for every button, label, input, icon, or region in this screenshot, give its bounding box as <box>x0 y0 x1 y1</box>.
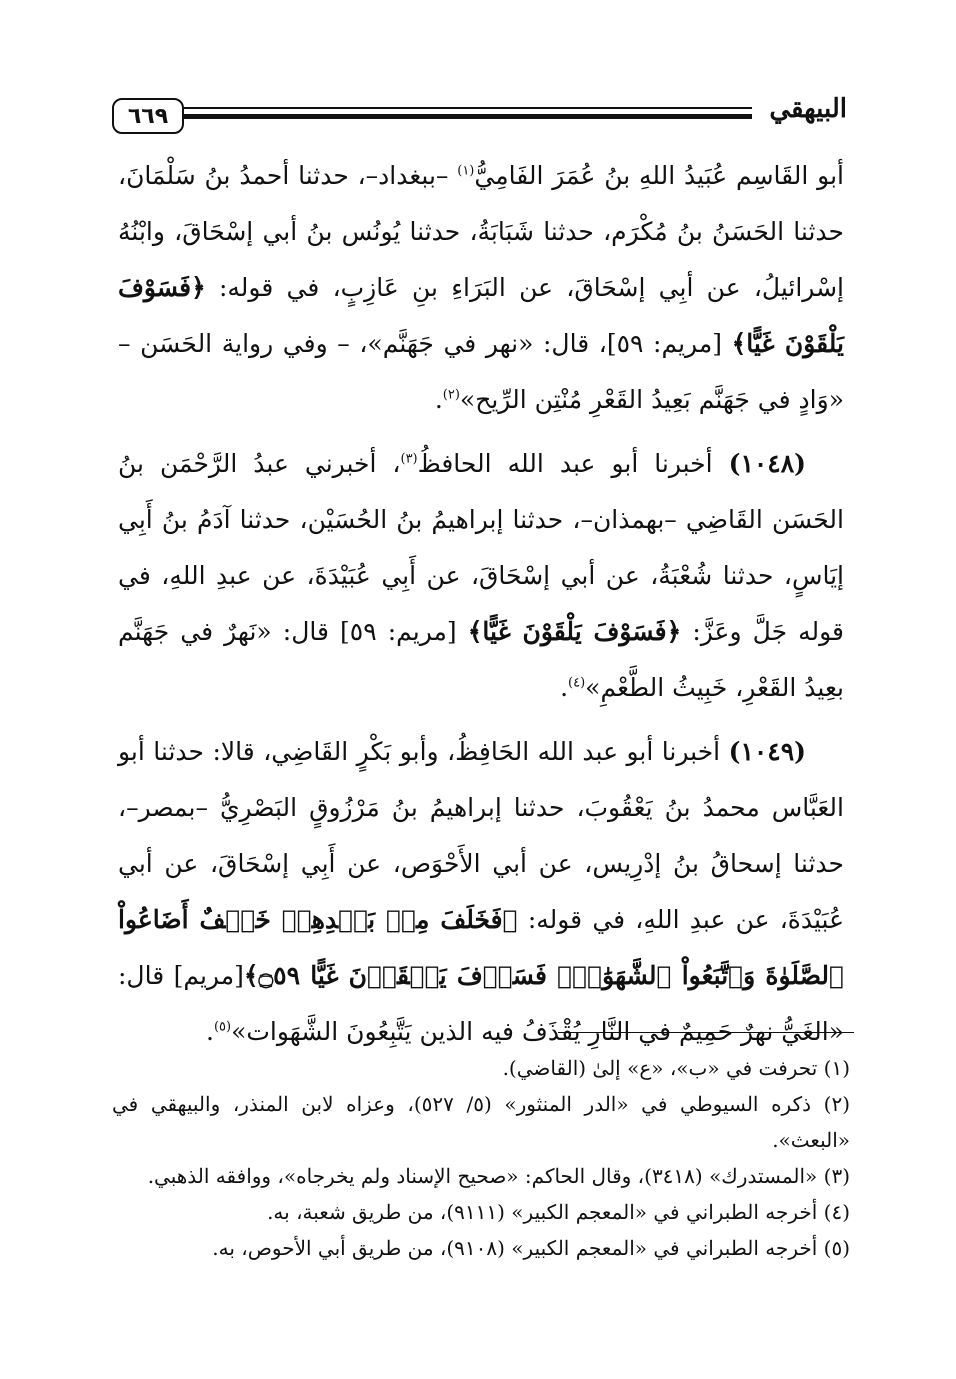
footnote-1: (١) تحرفت في «ب»، «ع» إلىٰ (القاضي). <box>502 1056 850 1080</box>
footnote-2: (٢) ذكره السيوطي في «الدر المنثور» (٥/ ٥٢٧)، وعزاه لابن المنذر، والبيهقي في «البعث». <box>112 1092 850 1152</box>
hadith-number: (١٠٤٨) <box>728 449 806 478</box>
text-run: [مريم] قال: «الغَيُّ نهرٌ حَمِيمٌ في النَّارِ يُقْذَفُ فيه الذين يَتَّبِعُونَ الشَّهَوات» <box>118 961 844 1046</box>
footnote-ref-3: (٣) <box>400 451 418 467</box>
footnote-divider <box>558 1032 854 1033</box>
running-title: البيهقي <box>769 94 847 124</box>
text-run: أبو القَاسِم عُبَيدُ اللهِ بنُ عُمَرَ الفَامِيُّ <box>474 161 844 190</box>
page-number: ٦٦٩ <box>112 98 184 134</box>
footnote-ref-4: (٤) <box>568 675 586 691</box>
hadith-number: (١٠٤٩) <box>728 737 806 766</box>
footnote-3: (٣) «المستدرك» (٣٤١٨)، وقال الحاكم: «صحيح الإسناد ولم يخرجاه»، ووافقه الذهبي. <box>147 1164 850 1188</box>
text-run: . <box>434 385 443 414</box>
text-run: ، أخبرني عبدُ الرَّحْمَن بنُ الحَسَن القَاضِي –بهمذان–، حدثنا إبراهيمُ بنُ الحُسَيْن، حدثنا آدَمُ بنُ أَبِي إيَاسٍ، حدثنا شُعْبَةُ، عن أبي إسْحَاقَ، عن أَبِي عُبَيْدَةَ، عن عبدِ اللهِ، في قوله جَلَّ وعَزَّ: <box>118 449 844 646</box>
text-run: –ببغداد–، حدثنا أحمدُ بنُ سَلْمَانَ، حدثنا الحَسَنُ بنُ مُكْرَم، حدثنا شَبَابَةُ، حدثنا يُونُس بنُ أبي إسْحَاقَ، وابْنُهُ إسْرائيلُ، عن أبِي إسْحَاقَ، عن البَرَاءِ بنِ عَازِبٍ، في قوله: <box>118 161 844 302</box>
header-rule <box>184 107 752 119</box>
footnote-ref-2: (٢) <box>442 387 460 403</box>
paragraph-1 <box>118 148 844 428</box>
footnote-ref-5: (٥) <box>213 1019 232 1035</box>
quran-verse: ﴿فَسَوْفَ يَلْقَوْنَ غَيًّا﴾ <box>118 273 844 358</box>
text-run: أخبرنا أبو عبد الله الحافظُ <box>417 449 729 478</box>
footnote-4: (٤) أخرجه الطبراني في «المعجم الكبير» (٩١١١)، من طريق شعبة، به. <box>267 1200 850 1224</box>
footnote-ref-1: (١) <box>457 163 475 179</box>
text-run: [مريم: ٥٩] قال: «نَهرٌ في جَهَنَّم بعِيدُ القَعْرِ، خَبِيثُ الطَّعْمِ» <box>118 617 844 702</box>
main-text <box>118 148 844 1060</box>
text-run: أخبرنا أبو عبد الله الحَافِظُ، وأبو بَكْرٍ القَاضِي، قالا: حدثنا أبو العَبَّاس محمدُ بنُ يَعْقُوبَ، حدثنا إبراهيمُ بنُ مَرْزُوقٍ البَصْرِيُّ –بمصر–، حدثنا إسحاقُ بنُ إدْرِيس، عن أبي الأَحْوَص، عن أَبِي إسْحَاقَ، عن أبي عُبَيْدَةَ، عن عبدِ اللهِ، في قوله: <box>118 737 845 934</box>
text-run: . <box>560 673 569 702</box>
footnote-5: (٥) أخرجه الطبراني في «المعجم الكبير» (٩١٠٨)، من طريق أبي الأحوص، به. <box>212 1236 850 1260</box>
paragraph-1048 <box>118 436 844 716</box>
page-header <box>112 92 847 140</box>
paragraph-1049 <box>118 724 844 1060</box>
quran-verse: ﴿فَخَلَفَ مِنۢ بَعۡدِهِمۡ خَلۡفٌ أَضَاعُواْ ٱلصَّلَوٰةَ وَٱتَّبَعُواْ ٱلشَّهَوَٰتِۖ فَسَوۡفَ يَلۡقَوۡنَ غَيًّا ۝٥٩﴾ <box>118 905 844 990</box>
text-run: . <box>206 1017 214 1046</box>
text-run: [مريم: ٥٩]، قال: «نهر في جَهَنَّم»، – وفي رواية الحَسَن – «وَادٍ في جَهَنَّم بَعِيدُ القَعْرِ مُنْتِن الرِّيح» <box>118 329 844 414</box>
footnotes <box>112 1050 850 1266</box>
quran-verse: ﴿فَسَوْفَ يَلْقَوْنَ غَيًّا﴾ <box>467 617 682 646</box>
